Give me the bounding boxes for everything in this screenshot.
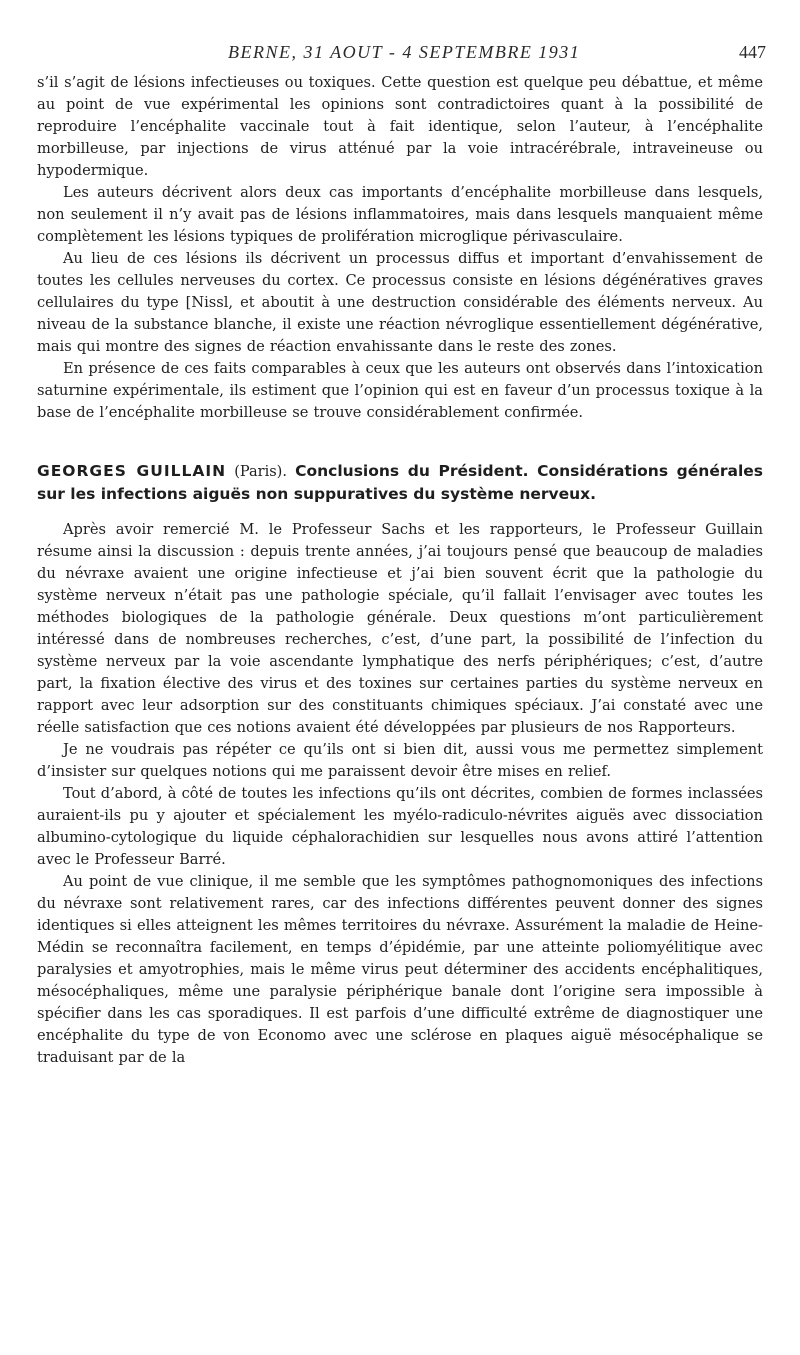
page-body bbox=[37, 72, 763, 1069]
paragraph: Je ne voudrais pas répéter ce qu’ils ont si bien dit, aussi vous me permettez simplement d’insister sur quelques notions qui me paraissent devoir être mises en relief. bbox=[37, 741, 763, 780]
paragraph: s’il s’agit de lésions infectieuses ou toxiques. Cette question est quelque peu débattue, et même au point de vue expérimental les opinions sont contradictoires quant à la possibilité de reproduire l’encéphalite vaccinale tout à fait identique, selon l’auteur, à l’encéphalite morbilleuse, par injections de virus atténué par la voie intracérébrale, intraveineuse ou hypodermique. bbox=[37, 74, 763, 179]
section-author: GEORGES GUILLAIN bbox=[37, 462, 227, 480]
section-place: (Paris). bbox=[234, 464, 287, 480]
paragraph: Au point de vue clinique, il me semble que les symptômes pathognomoniques des infections du névraxe sont relativement rares, car des infections différentes peuvent donner des signes identiques si elles atteignent les mêmes territoires du névraxe. Assurément la maladie de Heine-Médin se reconnaîtra facilement, en temps d’épidémie, par une atteinte poliomyélitique avec paralysies et amyotrophies, mais le même virus peut déterminer des accidents encéphalitiques, mésocéphaliques, même une paralysie périphérique banale dont l’origine sera impossible à spécifier dans les cas sporadiques. Il est parfois d’une difficulté extrême de diagnostiquer une encéphalite du type de von Economo avec une sclérose en plaques aiguë mésocéphalique se traduisant par de la bbox=[37, 873, 763, 1066]
section-gap bbox=[37, 424, 763, 438]
page-number: 447 bbox=[739, 42, 766, 62]
paragraph: En présence de ces faits comparables à ceux que les auteurs ont observés dans l’intoxication saturnine expérimentale, ils estiment que l’opinion qui est en faveur d’un processus toxique à la base de l’encéphalite morbilleuse se trouve considérablement confirmée. bbox=[37, 360, 763, 421]
running-head: BERNE, 31 AOUT - 4 SEPTEMBRE 1931 bbox=[228, 42, 581, 62]
paragraph: Après avoir remercié M. le Professeur Sachs et les rapporteurs, le Professeur Guillain résume ainsi la discussion : depuis trente années, j’ai toujours pensé que beaucoup de maladies du névraxe avaient une origine infectieuse et j’ai bien souvent écrit que la pathologie du système nerveux n’était pas une pathologie spéciale, qu’il fallait l’envisager avec toutes les méthodes biologiques de la pathologie générale. Deux questions m’ont particulièrement intéressé dans de nombreuses recherches, c’est, d’une part, la possibilité de l’infection du système nerveux par la voie ascendante lymphatique des nerfs périphériques; c’est, d’autre part, la fixation élective des virus et des toxines sur certaines parties du système nerveux en rapport avec leur adsorption sur des constituants chimiques spéciaux. J’ai constaté avec une réelle satisfaction que ces notions avaient été développées par plusieurs de nos Rapporteurs. bbox=[37, 521, 763, 736]
paragraph: Au lieu de ces lésions ils décrivent un processus diffus et important d’envahissement de toutes les cellules nerveuses du cortex. Ce processus consiste en lésions dégénératives graves cellulaires du type [Nissl, et aboutit à une destruction considérable des éléments nerveux. Au niveau de la substance blanche, il existe une réaction névroglique essentiellement dégénérative, mais qui montre des signes de réaction envahissante dans le reste des zones. bbox=[37, 250, 763, 355]
paragraph: Les auteurs décrivent alors deux cas importants d’encéphalite morbilleuse dans lesquels, non seulement il n’y avait pas de lésions inflammatoires, mais dans lesquels manquaient même complètement les lésions typiques de prolifération microglique périvasculaire. bbox=[37, 184, 763, 245]
section-title: Conclusions du Président. Considérations générales sur les infections aiguës non suppuratives du système nerveux. bbox=[37, 462, 763, 503]
section-heading bbox=[37, 460, 763, 505]
paragraph: Tout d’abord, à côté de toutes les infections qu’ils ont décrites, combien de formes inclassées auraient-ils pu y ajouter et spécialement les myélo-radiculo-névrites aiguës avec dissociation albumino-cytologique du liquide céphalorachidien sur lesquelles nous avons attiré l’attention avec le Professeur Barré. bbox=[37, 785, 763, 868]
